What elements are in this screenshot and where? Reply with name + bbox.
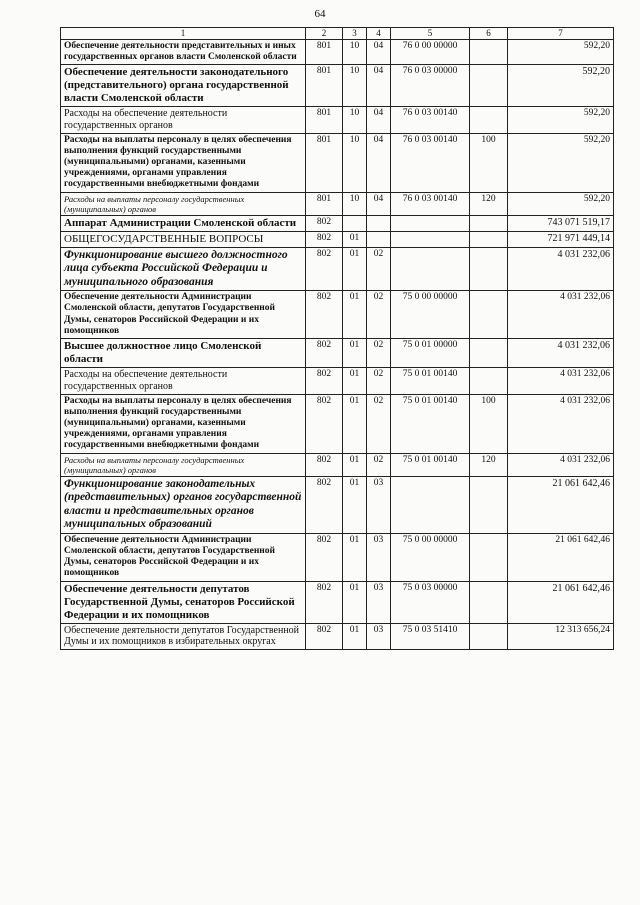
code-admin: 802 [306,533,343,581]
code-target [391,215,470,231]
table-row [61,339,614,368]
code-subsection: 04 [367,39,391,64]
row-name: Расходы на обеспечение деятельности государственных органов [61,367,306,394]
table-row [61,623,614,650]
code-expense-type [470,39,508,64]
row-amount: 592,20 [508,133,614,192]
code-expense-type [470,339,508,368]
code-section: 10 [343,65,367,107]
table-row [61,533,614,581]
code-subsection: 02 [367,453,391,476]
code-subsection: 03 [367,476,391,533]
row-amount: 4 031 232,06 [508,453,614,476]
code-admin: 801 [306,65,343,107]
code-admin: 802 [306,367,343,394]
code-expense-type [470,291,508,339]
code-expense-type: 100 [470,394,508,453]
code-section: 01 [343,367,367,394]
code-expense-type [470,367,508,394]
row-amount: 21 061 642,46 [508,581,614,623]
code-target: 76 0 00 00000 [391,39,470,64]
code-subsection: 04 [367,65,391,107]
column-header: 6 [470,28,508,40]
code-expense-type [470,533,508,581]
code-subsection: 03 [367,533,391,581]
row-amount: 4 031 232,06 [508,339,614,368]
table-row [61,367,614,394]
column-header: 2 [306,28,343,40]
table-row [61,394,614,453]
code-expense-type [470,623,508,650]
column-header: 4 [367,28,391,40]
code-section: 01 [343,339,367,368]
table-row [61,247,614,291]
code-admin: 802 [306,453,343,476]
code-expense-type [470,581,508,623]
code-section: 10 [343,106,367,133]
code-target [391,476,470,533]
row-amount: 4 031 232,06 [508,247,614,291]
code-section: 10 [343,39,367,64]
row-name: Обеспечение деятельности депутатов Государственной Думы и их помощников в избирательных округах [61,623,306,650]
code-target [391,231,470,247]
row-name: ОБЩЕГОСУДАРСТВЕННЫЕ ВОПРОСЫ [61,231,306,247]
code-expense-type [470,65,508,107]
code-subsection [367,231,391,247]
code-admin: 802 [306,623,343,650]
table-row [61,133,614,192]
row-amount: 721 971 449,14 [508,231,614,247]
code-admin: 801 [306,133,343,192]
code-target: 76 0 03 00140 [391,106,470,133]
code-target: 76 0 03 00140 [391,133,470,192]
code-target: 75 0 01 00140 [391,453,470,476]
code-section: 01 [343,247,367,291]
header-row [61,28,614,40]
row-name: Обеспечение деятельности представительных и иных государственных органов власти Смоленской области [61,39,306,64]
code-target: 75 0 01 00140 [391,394,470,453]
code-target [391,247,470,291]
row-amount: 12 313 656,24 [508,623,614,650]
table-row [61,65,614,107]
column-header: 3 [343,28,367,40]
code-target: 75 0 00 00000 [391,533,470,581]
row-amount: 592,20 [508,192,614,215]
table-row [61,231,614,247]
table-row [61,581,614,623]
code-admin: 801 [306,39,343,64]
column-header: 1 [61,28,306,40]
code-target: 76 0 03 00140 [391,192,470,215]
code-admin: 802 [306,581,343,623]
code-subsection: 02 [367,367,391,394]
row-amount: 21 061 642,46 [508,533,614,581]
code-section: 01 [343,231,367,247]
code-admin: 802 [306,291,343,339]
code-expense-type: 120 [470,192,508,215]
code-subsection: 04 [367,133,391,192]
row-amount: 4 031 232,06 [508,367,614,394]
code-admin: 802 [306,247,343,291]
code-admin: 802 [306,339,343,368]
code-section: 10 [343,133,367,192]
code-subsection: 02 [367,247,391,291]
code-admin: 802 [306,231,343,247]
code-section: 01 [343,623,367,650]
row-name: Функционирование высшего должностного лица субъекта Российской Федерации и муниципального образования [61,247,306,291]
code-section: 01 [343,581,367,623]
code-target: 75 0 01 00140 [391,367,470,394]
row-name: Расходы на выплаты персоналу государственных (муниципальных) органов [61,453,306,476]
code-admin: 802 [306,476,343,533]
code-expense-type [470,247,508,291]
row-name: Обеспечение деятельности Администрации Смоленской области, депутатов Государственной Думы, сенаторов Российской Федерации и их помощников [61,291,306,339]
code-subsection: 02 [367,339,391,368]
row-amount: 4 031 232,06 [508,394,614,453]
table-row [61,476,614,533]
table-row [61,291,614,339]
code-subsection: 02 [367,291,391,339]
row-name: Обеспечение деятельности законодательного (представительного) органа государственной власти Смоленской области [61,65,306,107]
code-admin: 801 [306,192,343,215]
code-target: 75 0 03 00000 [391,581,470,623]
code-expense-type [470,106,508,133]
column-header: 7 [508,28,614,40]
row-name: Функционирование законодательных (представительных) органов государственной власти и представительных органов муниципальных образований [61,476,306,533]
code-expense-type [470,231,508,247]
code-subsection: 04 [367,106,391,133]
code-subsection [367,215,391,231]
table-row [61,106,614,133]
row-amount: 592,20 [508,106,614,133]
code-section: 01 [343,533,367,581]
budget-table [60,27,614,650]
code-subsection: 03 [367,623,391,650]
code-target: 75 0 01 00000 [391,339,470,368]
code-section: 10 [343,192,367,215]
code-subsection: 03 [367,581,391,623]
code-expense-type [470,215,508,231]
row-name: Обеспечение деятельности Администрации Смоленской области, депутатов Государственной Думы, сенаторов Российской Федерации и их помощников [61,533,306,581]
code-target: 75 0 03 51410 [391,623,470,650]
row-amount: 4 031 232,06 [508,291,614,339]
page-number: 64 [314,8,326,20]
code-section [343,215,367,231]
table-row [61,453,614,476]
code-section: 01 [343,476,367,533]
code-admin: 801 [306,106,343,133]
row-amount: 592,20 [508,39,614,64]
column-header: 5 [391,28,470,40]
code-expense-type [470,476,508,533]
row-name: Расходы на выплаты персоналу государственных (муниципальных) органов [61,192,306,215]
code-expense-type: 120 [470,453,508,476]
row-name: Расходы на выплаты персоналу в целях обеспечения выполнения функций государственными (муниципальными) органами, казенными учреждениями, органами управления государственными внебюджетными фондами [61,394,306,453]
code-subsection: 04 [367,192,391,215]
row-amount: 21 061 642,46 [508,476,614,533]
code-target: 76 0 03 00000 [391,65,470,107]
table-row [61,215,614,231]
code-target: 75 0 00 00000 [391,291,470,339]
row-name: Расходы на обеспечение деятельности государственных органов [61,106,306,133]
code-section: 01 [343,394,367,453]
row-name: Расходы на выплаты персоналу в целях обеспечения выполнения функций государственными (муниципальными) органами, казенными учреждениями, органами управления государственными внебюджетными фондами [61,133,306,192]
code-expense-type: 100 [470,133,508,192]
row-name: Высшее должностное лицо Смоленской области [61,339,306,368]
code-section: 01 [343,291,367,339]
row-amount: 592,20 [508,65,614,107]
row-name: Обеспечение деятельности депутатов Государственной Думы, сенаторов Российской Федерации и их помощников [61,581,306,623]
code-admin: 802 [306,215,343,231]
code-admin: 802 [306,394,343,453]
row-name: Аппарат Администрации Смоленской области [61,215,306,231]
table-row [61,39,614,64]
code-subsection: 02 [367,394,391,453]
row-amount: 743 071 519,17 [508,215,614,231]
code-section: 01 [343,453,367,476]
table-row [61,192,614,215]
